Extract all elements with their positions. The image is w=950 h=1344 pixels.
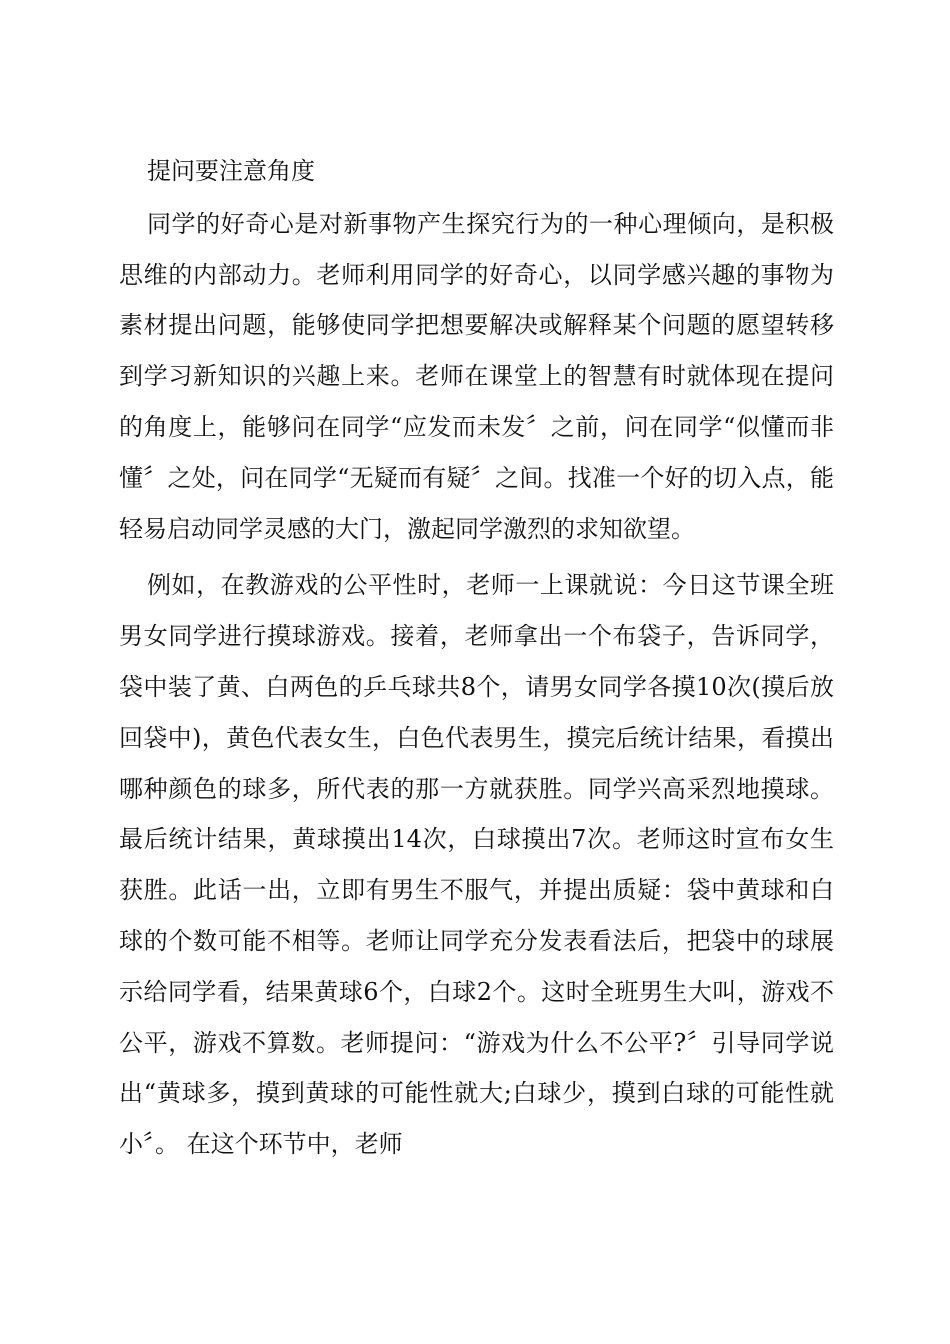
paragraph-curiosity: 同学的好奇心是对新事物产生探究行为的一种心理倾向，是积极思维的内部动力。老师利用同学的好奇心，以同学感兴趣的事物为素材提出问题，能够使同学把想要解决或解释某个问题的愿望转移到学习新知识的兴趣上来。老师在课堂上的智慧有时就体现在提问的角度上，能够问在同学“应发而未发〞之前，问在同学“似懂而非懂〞之处，问在同学“无疑而有疑〞之间。找准一个好的切入点，能轻易启动同学灵感的大门，激起同学激烈的求知欲望。 [119,209,834,543]
paragraph-example: 例如，在教游戏的公平性时，老师一上课就说：今日这节课全班男女同学进行摸球游戏。接着，老师拿出一个布袋子，告诉同学，袋中装了黄、白两色的乒乓球共8个，请男女同学各摸10次(摸后放回袋中)，黄色代表女生，白色代表男生，摸完后统计结果，看摸出哪种颜色的球多，所代表的那一方就获胜。同学兴高采烈地摸球。最后统计结果，黄球摸出14次，白球摸出7次。老师这时宣布女生获胜。此话一出，立即有男生不服气，并提出质疑：袋中黄球和白球的个数可能不相等。老师让同学充分发表看法后，把袋中的球展示给同学看，结果黄球6个，白球2个。这时全班男生大叫，游戏不公平，游戏不算数。老师提问：“游戏为什么不公平?〞引导同学说出“黄球多，摸到黄球的可能性就大;白球少，摸到白球的可能性就小〞。 在这个环节中，老师 [119,571,834,1159]
document-body [119,146,834,1176]
section-heading: 提问要注意角度 [147,157,315,185]
